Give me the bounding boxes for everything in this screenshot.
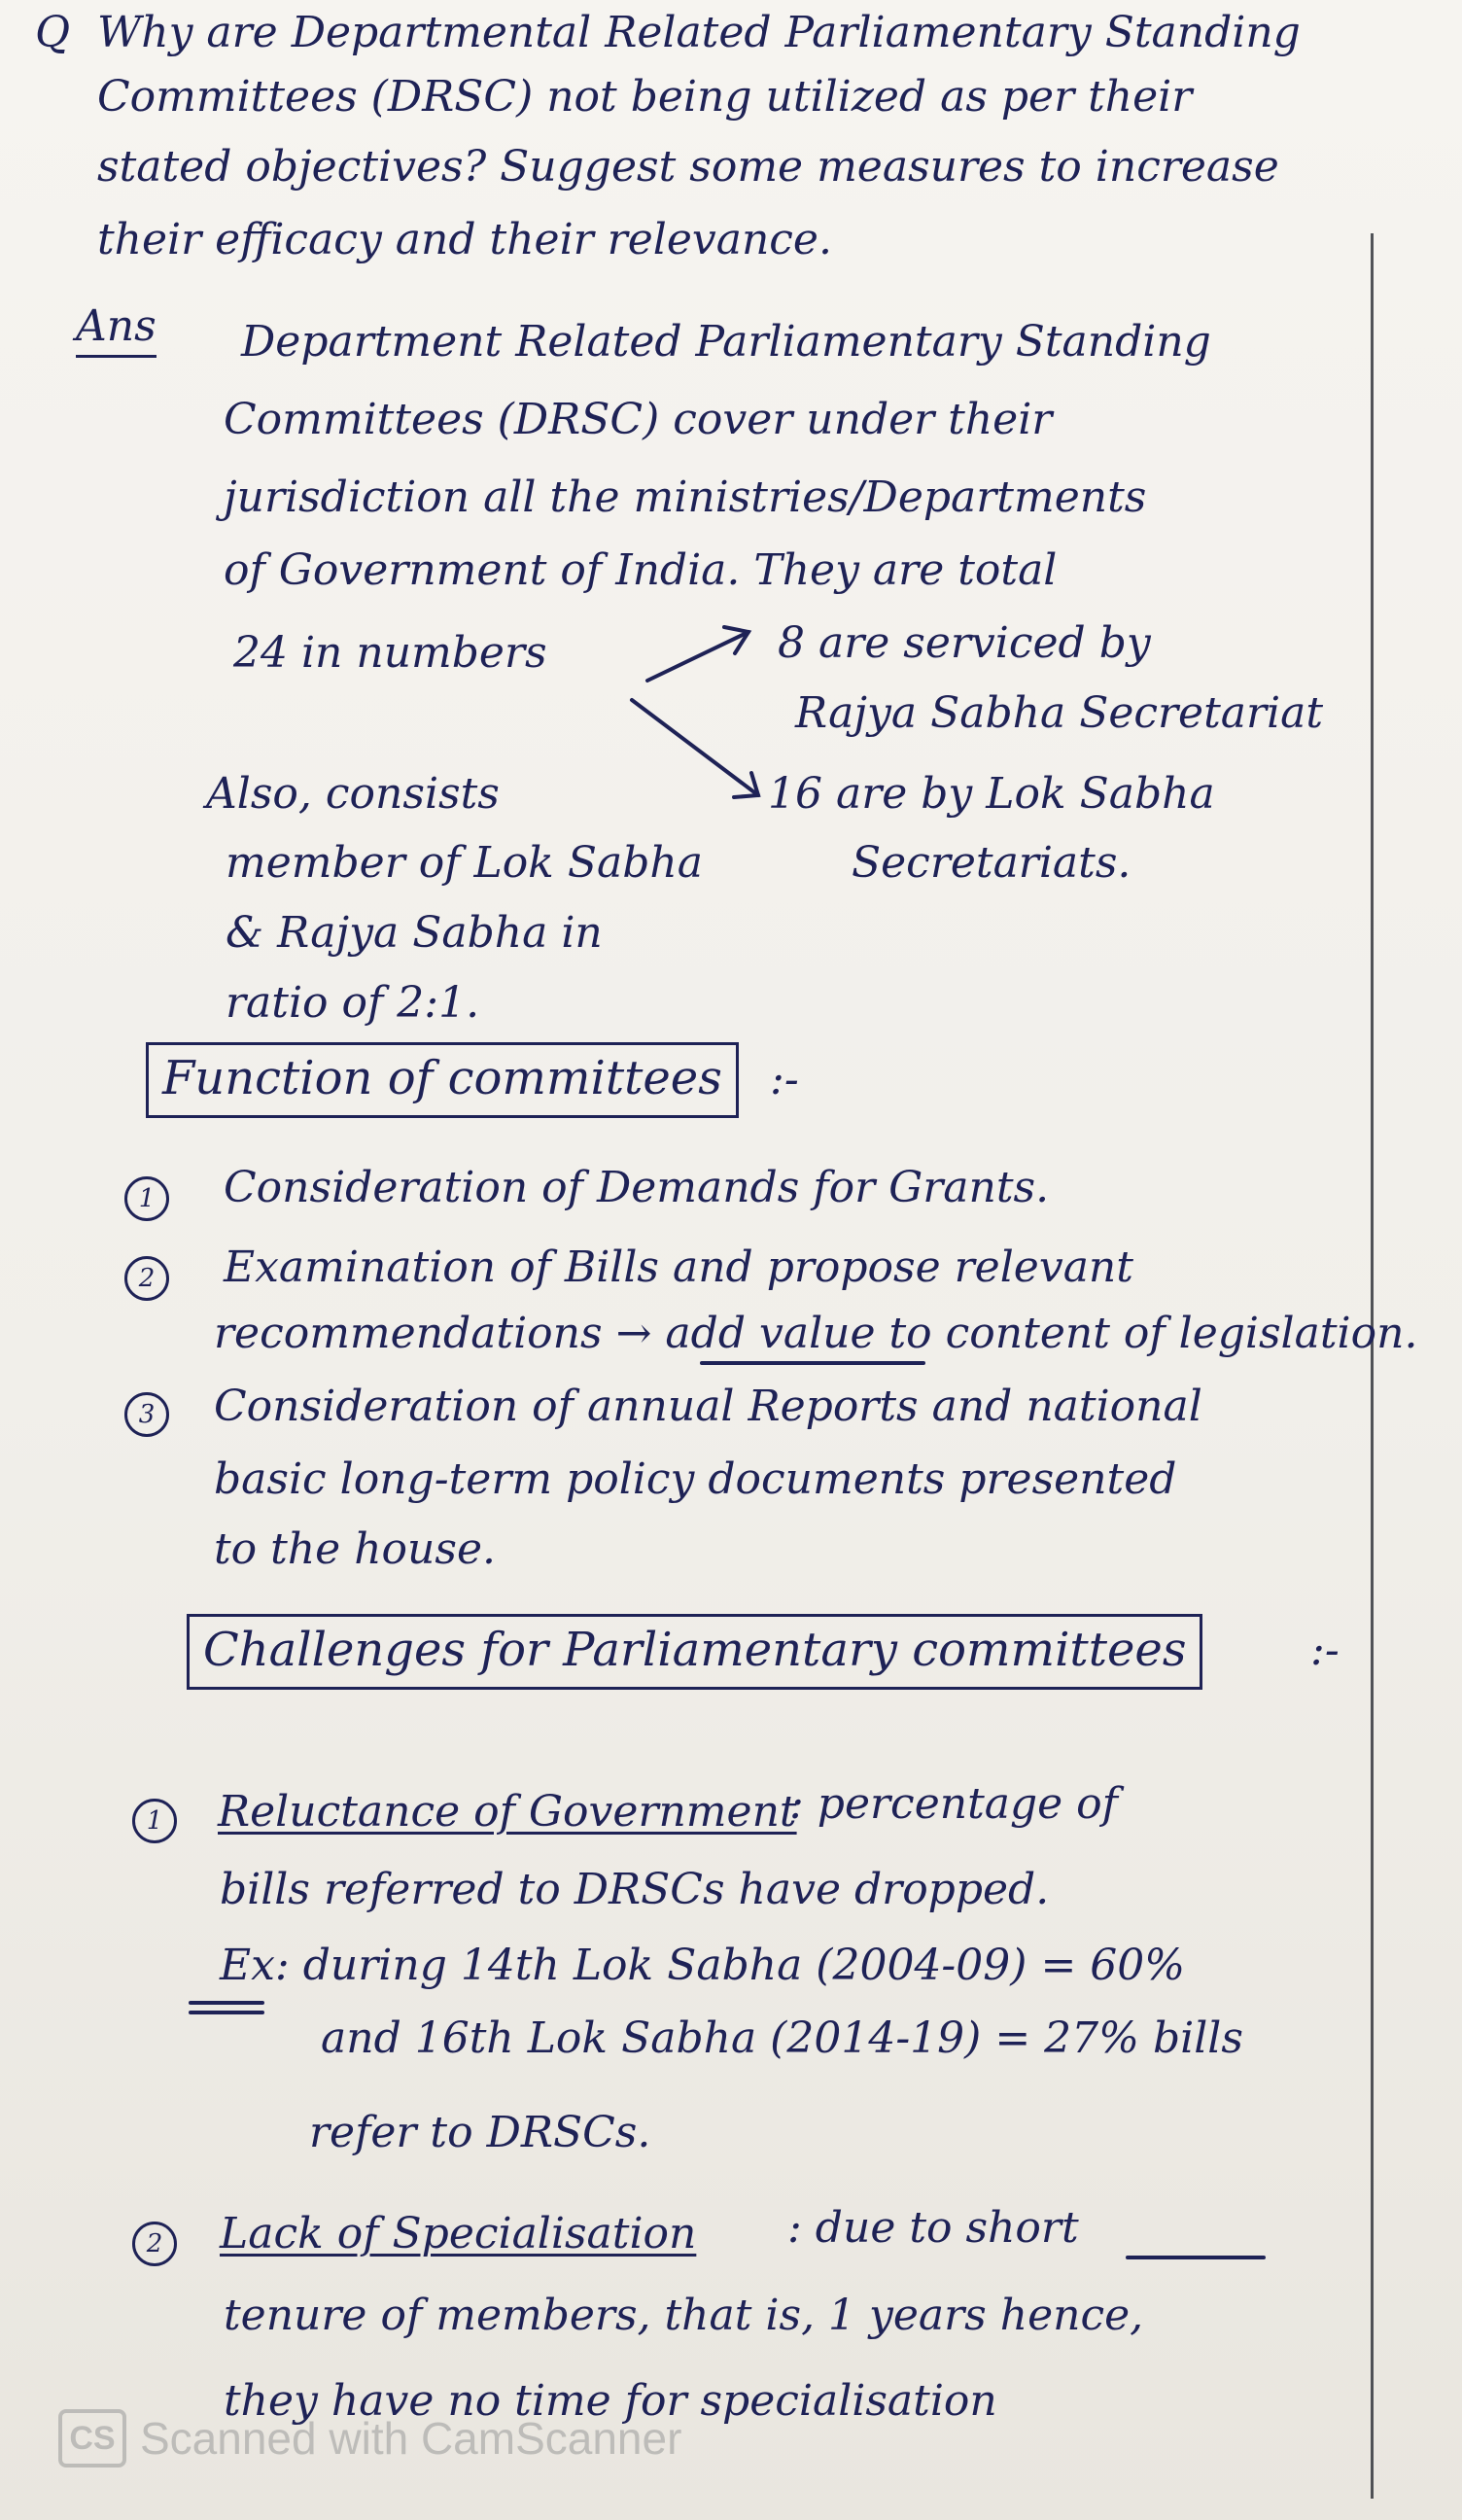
question-line: their efficacy and their relevance. <box>97 215 832 264</box>
arrow-head <box>734 773 758 797</box>
composition-line: Also, consists <box>206 769 500 819</box>
function-item: to the house. <box>214 1524 496 1574</box>
challenge-title-rest: : due to short <box>787 2203 1079 2253</box>
composition-line: ratio of 2:1. <box>226 978 480 1028</box>
margin-line <box>1371 233 1374 2499</box>
question-line: stated objectives? Suggest some measures to increase <box>97 142 1279 192</box>
challenge-line: refer to DRSCs. <box>309 2108 651 2157</box>
function-item: recommendations → add value to content of legislation. <box>214 1309 1418 1358</box>
function-item: Consideration of Demands for Grants. <box>224 1163 1050 1212</box>
composition-line: member of Lok Sabha <box>226 838 703 888</box>
answer-intro-line: Department Related Parliamentary Standing <box>241 317 1211 367</box>
camscanner-logo-icon: CS <box>58 2409 126 2468</box>
branch-lok-sabha: 16 are by Lok Sabha <box>768 769 1215 819</box>
question-line: Committees (DRSC) not being utilized as per their <box>97 72 1193 122</box>
function-item: Examination of Bills and propose relevant <box>224 1242 1133 1292</box>
challenges-heading: Challenges for Parliamentary committees <box>187 1614 1202 1690</box>
arrow-head <box>724 627 748 653</box>
answer-intro-line: Committees (DRSC) cover under their <box>224 395 1053 444</box>
function-item: basic long-term policy documents presented <box>214 1454 1177 1504</box>
challenge-line: they have no time for specialisation <box>224 2376 997 2426</box>
challenge-line: and 16th Lok Sabha (2014-19) = 27% bills <box>321 2013 1243 2063</box>
camscanner-text: Scanned with CamScanner <box>140 2413 682 2464</box>
composition-line: & Rajya Sabha in <box>226 908 603 958</box>
branch-rajya-sabha: 8 are serviced by <box>778 618 1151 668</box>
challenge-number: 2 <box>132 2222 177 2266</box>
function-item: Consideration of annual Reports and national <box>214 1382 1202 1431</box>
challenge-title: Lack of Specialisation <box>220 2209 697 2258</box>
function-number: 1 <box>124 1176 169 1221</box>
branch-lok-sabha: Secretariats. <box>852 838 1131 888</box>
challenge-line: Ex: during 14th Lok Sabha (2004-09) = 60% <box>220 1941 1186 1990</box>
answer-intro-line: 24 in numbers <box>233 628 547 678</box>
answer-intro-line: of Government of India. They are total <box>224 545 1058 595</box>
arrow-to-rajya-sabha <box>647 632 748 681</box>
branch-rajya-sabha: Rajya Sabha Secretariat <box>795 688 1324 738</box>
challenge-title-rest: : percentage of <box>789 1779 1118 1829</box>
challenge-title: Reluctance of Government <box>218 1787 797 1837</box>
question-marker: Q <box>35 8 71 57</box>
arrow-to-lok-sabha <box>632 700 758 795</box>
functions-heading-suffix: :- <box>770 1055 799 1104</box>
challenge-line: bills referred to DRSCs have dropped. <box>220 1865 1050 1914</box>
challenges-heading-suffix: :- <box>1310 1626 1340 1675</box>
function-number: 2 <box>124 1256 169 1301</box>
functions-heading: Function of committees <box>146 1042 739 1118</box>
question-line: Why are Departmental Related Parliamentary Standing <box>97 8 1301 57</box>
challenge-line: tenure of members, that is, 1 years hence, <box>224 2291 1144 2340</box>
answer-marker: Ans <box>76 301 157 358</box>
answer-intro-line: jurisdiction all the ministries/Departments <box>224 472 1147 522</box>
challenge-number: 1 <box>132 1799 177 1843</box>
camscanner-watermark <box>58 2409 681 2468</box>
function-number: 3 <box>124 1392 169 1437</box>
